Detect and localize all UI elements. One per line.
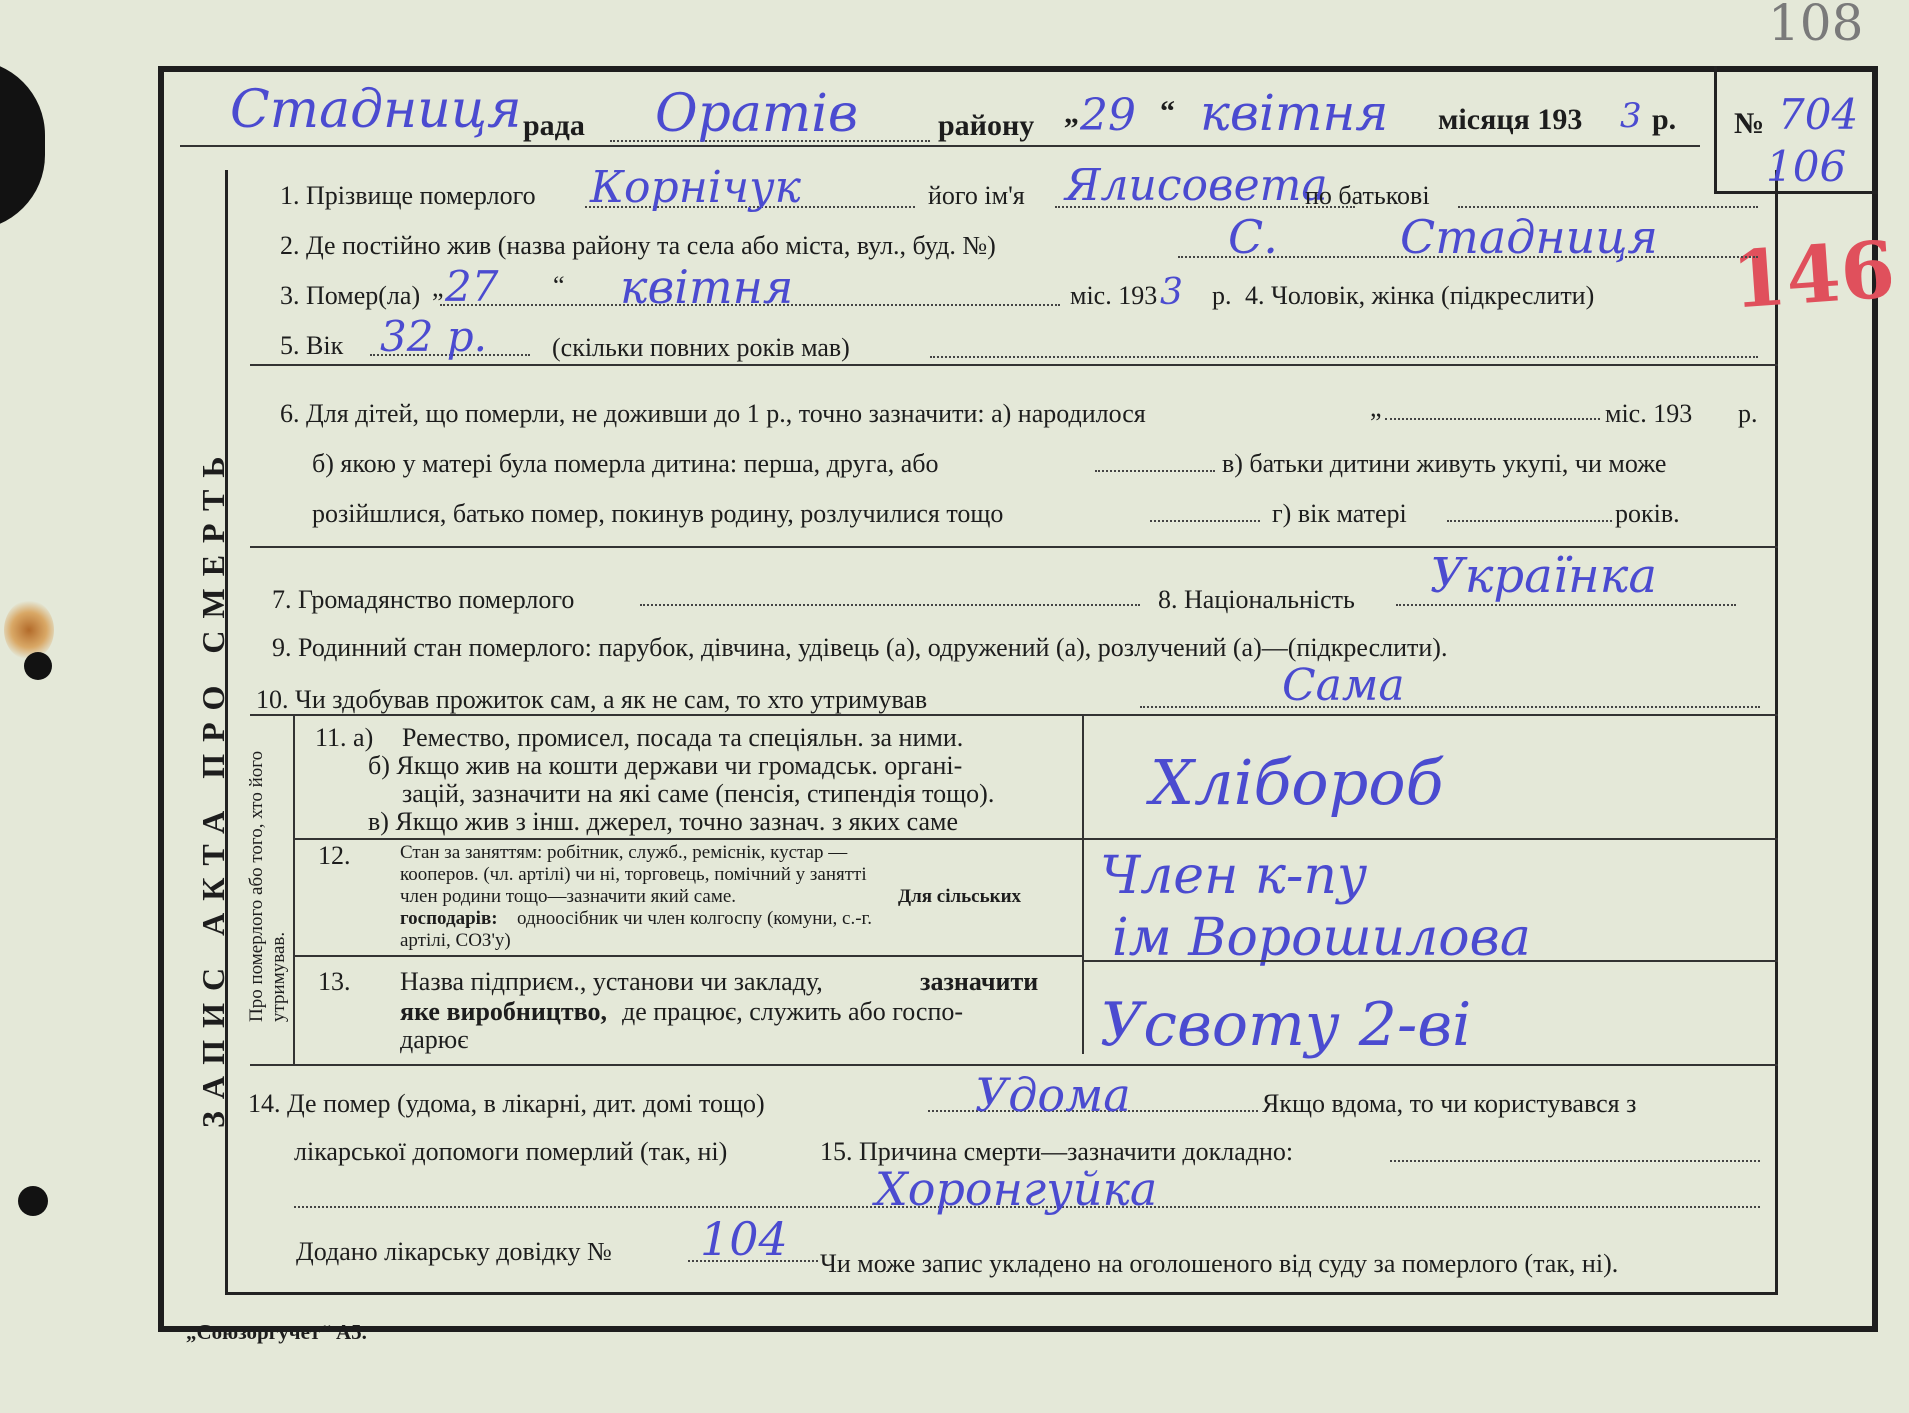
day-open-quote: „ — [1064, 97, 1079, 130]
mis-label: міс. 193 — [1070, 281, 1158, 310]
death-month: квітня — [620, 260, 794, 314]
field-13-line-3: дарює — [400, 1025, 469, 1054]
field-12-line-3a: член родини тощо—зазначити який саме. — [400, 886, 737, 907]
attachment-label: Додано лікарську довідку № — [296, 1237, 612, 1266]
residence-value: Стадниця — [1400, 210, 1658, 264]
field-13-line-2b: де працює, служить або госпо- — [622, 997, 964, 1026]
attachment-suffix: Чи може запис укладено на оголошеного від суду за померлого (так, ні). — [820, 1249, 1619, 1278]
name-label: його ім'я — [928, 181, 1025, 210]
field-11-b2: зацій, зазначити на які саме (пенсія, стипендія тощо). — [402, 779, 995, 808]
dotline — [1396, 604, 1736, 606]
village-name: Стадниця — [230, 80, 522, 140]
dotline — [1447, 520, 1612, 522]
hole-mark — [24, 652, 52, 680]
dotline — [640, 604, 1140, 606]
field-13-num: 13. — [318, 967, 351, 996]
divider — [250, 1064, 1778, 1066]
dotline — [1150, 520, 1260, 522]
field-12-line-3b: Для сільських — [898, 886, 1022, 907]
place-of-death-value: Удома — [975, 1068, 1131, 1122]
birth-mis-label: міс. 193 — [1605, 399, 1693, 428]
certificate-number-value: 104 — [700, 1212, 788, 1266]
divider — [250, 714, 1778, 716]
field-9-label: 9. Родинний стан померлого: парубок, дівчина, удівець (а), одружений (а), розлучений (а)—(підкреслити). — [272, 633, 1448, 662]
occupation-value: Хлібороб — [1150, 746, 1444, 819]
social-status-value: Член к-пу — [1100, 846, 1368, 906]
kolkhoz-name-value: ім Ворошилова — [1112, 908, 1531, 968]
field-12-line-5: артілі, СОЗ'у) — [400, 930, 511, 951]
year-value: 3 — [1620, 96, 1642, 136]
cause-of-death-value: Хоронгуйка — [875, 1162, 1158, 1216]
field-15-label: 15. Причина смерти—зазначити докладно: — [820, 1137, 1294, 1166]
stain — [4, 600, 54, 660]
field-11-c: в) Якщо жив з інш. джерел, точно зазнач. з яких саме — [368, 807, 958, 836]
field-11-a: Ремество, промисел, посада та спеціяльн. за ними. — [402, 723, 964, 752]
field-6-line-3b: г) вік матері — [1272, 499, 1407, 528]
record-number-2: 106 — [1766, 142, 1847, 191]
side-small-note: Про померлого або того, хто його утримував. — [246, 750, 289, 1022]
field-14-suffix: Якщо вдома, то чи користувався з — [1262, 1089, 1637, 1118]
red-number: 146 — [1729, 224, 1898, 327]
age-suffix: (скільки повних років мав) — [552, 333, 850, 362]
divider — [293, 955, 1083, 957]
number-label: № — [1734, 107, 1765, 140]
r-label: р. — [1212, 281, 1232, 310]
record-number: 704 — [1778, 90, 1859, 139]
hole-mark — [18, 1186, 48, 1216]
death-day: 27 — [445, 262, 499, 311]
field-11-num: 11. а) — [315, 723, 374, 752]
death-close-quote: “ — [553, 271, 565, 300]
district-name: Оратів — [655, 84, 859, 144]
printer-mark: „Союзоргучет“ А5. — [186, 1320, 367, 1344]
year-suffix: р. — [1652, 103, 1677, 136]
field-10-label: 10. Чи здобував прожиток сам, а як не сам, то хто утримував — [256, 685, 928, 714]
dotline — [1390, 1160, 1760, 1162]
dotline — [1458, 206, 1758, 208]
field-12-line-4b: одноосібник чи член колгоспу (комуни, с.-г. — [517, 908, 872, 929]
dotline — [1140, 706, 1760, 708]
field-3-label: 3. Помер(ла) — [280, 281, 421, 310]
day-value: 29 — [1080, 90, 1136, 141]
patronymic-label: по батькові — [1305, 181, 1430, 210]
field-12-line-1: Стан за заняттям: робітник, служб., реміснік, кустар — — [400, 842, 848, 863]
surname-value: Корнічук — [590, 162, 801, 213]
field-13-line-1a: Назва підприєм., установи чи закладу, — [400, 967, 823, 996]
corner-number: 108 — [1768, 0, 1864, 52]
field-6-line-3c: років. — [1615, 499, 1680, 528]
header-underline — [180, 145, 1700, 147]
field-6-line-1: 6. Для дітей, що померли, не доживши до 1 р., точно зазначити: а) народилося — [280, 399, 1146, 428]
field-12-num: 12. — [318, 841, 351, 870]
field-14-line-2: лікарської допомоги померлий (так, ні) — [294, 1137, 728, 1166]
workplace-value: Усвоту 2-ві — [1100, 990, 1472, 1060]
field-6-line-2a: б) якою у матері була померла дитина: перша, друга, або — [312, 449, 939, 478]
field-4-label: 4. Чоловік, жінка (підкреслити) — [1245, 281, 1595, 310]
field-6-line-2b: в) батьки дитини живуть укупі, чи може — [1222, 449, 1667, 478]
side-title: ЗАПИС АКТА ПРО СМЕРТЬ — [195, 444, 231, 1128]
age-value: 32 р. — [380, 312, 488, 361]
dotline — [1095, 470, 1215, 472]
field-13-line-2a: яке виробництво, — [400, 997, 607, 1026]
field-12-line-4a: господарів: — [400, 908, 498, 929]
nationality-value: Українка — [1430, 548, 1657, 604]
field-11-b1: б) Якщо жив на кошти держави чи громадськ. органі- — [368, 751, 963, 780]
field-1-label: 1. Прізвище померлого — [280, 181, 536, 210]
field-12-line-2: кооперов. (чл. артілі) чи ні, торговець, помічний у занятті — [400, 864, 867, 885]
field-5-label: 5. Вік — [280, 331, 344, 360]
occupation-mid-border — [1082, 714, 1084, 1054]
field-13-line-1b: зазначити — [920, 967, 1039, 996]
dotline — [930, 356, 1758, 358]
divider — [293, 838, 1778, 840]
support-value: Сама — [1282, 660, 1405, 711]
birth-r-label: р. — [1738, 399, 1758, 428]
field-14-label: 14. Де помер (удома, в лікарні, дит. домі тощо) — [248, 1089, 765, 1118]
field-8-label: 8. Національність — [1158, 585, 1355, 614]
month-value: квітня — [1200, 84, 1389, 142]
dotline — [1385, 418, 1600, 420]
day-close-quote: “ — [1160, 95, 1175, 128]
divider — [250, 364, 1778, 366]
divider — [1082, 960, 1778, 962]
month-label: місяця 193 — [1438, 103, 1583, 136]
death-year: 3 — [1160, 272, 1183, 313]
rada-label: рада — [523, 109, 585, 142]
occupation-left-border — [293, 714, 295, 1064]
residence-prefix: С. — [1228, 210, 1278, 264]
rayon-label: району — [938, 109, 1035, 142]
name-value: Ялисовета — [1065, 160, 1328, 211]
field-2-label: 2. Де постійно жив (назва району та села або міста, вул., буд. №) — [280, 231, 996, 260]
field-6-line-3a: розійшлися, батько помер, покинув родину, розлучилися тощо — [312, 499, 1004, 528]
birth-quote: „ — [1370, 393, 1382, 422]
death-open-quote: „ — [432, 273, 444, 302]
field-7-label: 7. Громадянство померлого — [272, 585, 575, 614]
